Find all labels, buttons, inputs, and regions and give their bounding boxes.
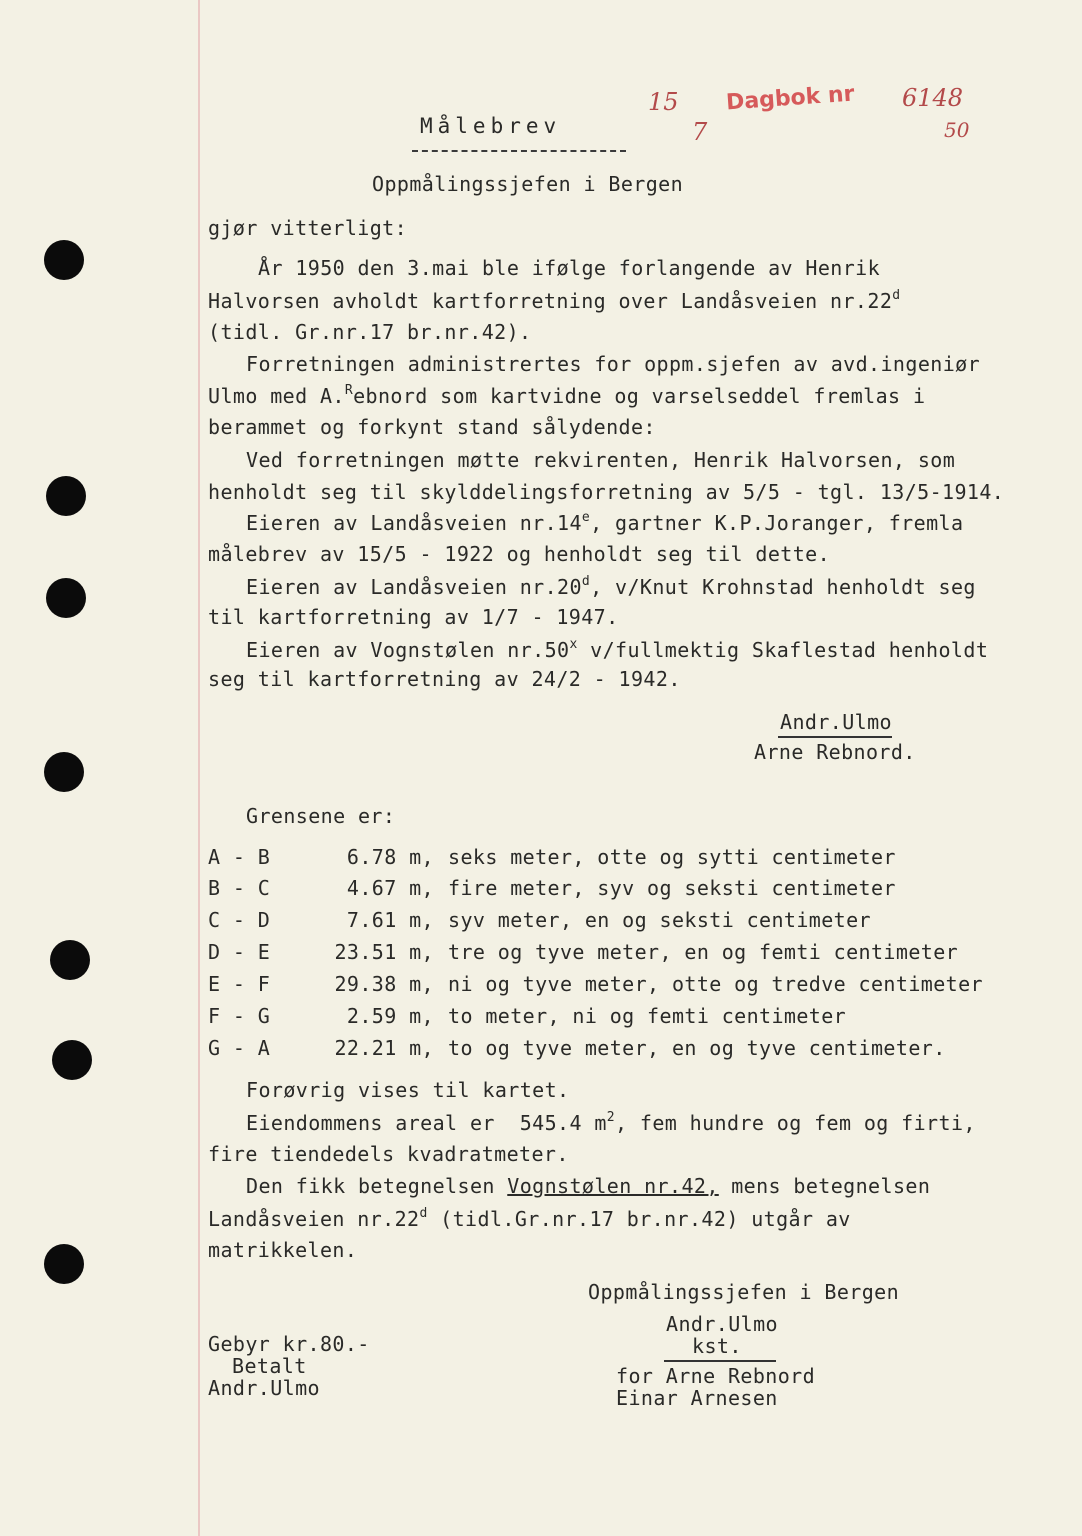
- boundary-length: 29.38 m,: [334, 972, 434, 996]
- signature-name: Andr.Ulmo: [666, 1312, 778, 1336]
- body-line: År 1950 den 3.mai ble ifølge forlangende av Henrik: [258, 256, 881, 280]
- closing-line: fire tiendedels kvadratmeter.: [208, 1142, 569, 1166]
- closing-line: Den fikk betegnelsen Vognstølen nr.42, mens betegnelsen: [246, 1174, 931, 1198]
- intro-text: gjør vitterligt:: [208, 216, 408, 240]
- document-title: Målebrev: [420, 114, 562, 138]
- signature-name: Arne Rebnord.: [754, 740, 916, 764]
- boundary-length: 2.59 m,: [346, 1004, 434, 1028]
- boundary-segment: C - D: [208, 908, 271, 932]
- authority-heading: Oppmålingssjefen i Bergen: [372, 172, 684, 196]
- signature-name: Einar Arnesen: [616, 1386, 778, 1410]
- punch-hole: [44, 240, 84, 280]
- closing-line: Forøvrig vises til kartet.: [246, 1078, 570, 1102]
- stamp-year: 50: [944, 118, 970, 142]
- boundary-segment: D - E: [208, 940, 271, 964]
- punch-hole: [52, 1040, 92, 1080]
- stamp-date-month: 7: [692, 118, 708, 146]
- body-line: Eieren av Vognstølen nr.50$^x$ v/fullmektig Skaflestad henholdt: [246, 637, 989, 662]
- boundaries-heading: Grensene er:: [246, 804, 396, 828]
- body-line: henholdt seg til skylddelingsforretning av 5/5 - tgl. 13/5-1914.: [208, 480, 1005, 504]
- boundary-length: 4.67 m,: [346, 876, 434, 900]
- signature-authority: Oppmålingssjefen i Bergen: [588, 1280, 900, 1304]
- boundary-words: fire meter, syv og seksti centimeter: [448, 876, 896, 900]
- stamp-label: Dagbok nr: [725, 81, 856, 116]
- body-line: Ulmo med A.$^R$ebnord som kartvidne og varselseddel fremlas i: [208, 383, 926, 408]
- punch-hole: [46, 578, 86, 618]
- boundary-segment: F - G: [208, 1004, 271, 1028]
- body-line: Eieren av Landåsveien nr.14e, gartner K.P.Joranger, fremla: [246, 510, 964, 535]
- boundary-segment: A - B: [208, 845, 271, 869]
- body-line: Eieren av Landåsveien nr.20$^d$, v/Knut Krohnstad henholdt seg: [246, 574, 976, 599]
- body-line: (tidl. Gr.nr.17 br.nr.42).: [208, 320, 532, 344]
- body-line: Ved forretningen møtte rekvirenten, Henrik Halvorsen, som: [246, 448, 956, 472]
- boundary-words: syv meter, en og seksti centimeter: [448, 908, 871, 932]
- boundary-length: 22.21 m,: [334, 1036, 434, 1060]
- fee-line: Betalt: [232, 1354, 307, 1378]
- closing-line: Landåsveien nr.22$^d$ (tidl.Gr.nr.17 br.nr.42) utgår av: [208, 1206, 851, 1231]
- body-line: berammet og forkynt stand sålydende:: [208, 415, 656, 439]
- boundary-words: to meter, ni og femti centimeter: [448, 1004, 847, 1028]
- stamp-date-day: 15: [648, 88, 679, 116]
- boundary-words: tre og tyve meter, en og femti centimeter: [448, 940, 959, 964]
- boundary-segment: E - F: [208, 972, 271, 996]
- boundary-length: 7.61 m,: [346, 908, 434, 932]
- punch-hole: [44, 752, 84, 792]
- body-line: Forretningen administrertes for oppm.sjefen av avd.ingeniør: [246, 352, 981, 376]
- boundary-words: ni og tyve meter, otte og tredve centimeter: [448, 972, 983, 996]
- closing-line: Eiendommens areal er 545.4 $m^2$, fem hundre og fem og firti,: [246, 1110, 976, 1135]
- closing-line: matrikkelen.: [208, 1238, 358, 1262]
- punch-hole: [46, 476, 86, 516]
- boundary-length: 6.78 m,: [346, 845, 434, 869]
- boundary-words: seks meter, otte og sytti centimeter: [448, 845, 896, 869]
- signature-for-line: for Arne Rebnord: [616, 1364, 816, 1388]
- punch-hole: [50, 940, 90, 980]
- title-underline: [412, 150, 626, 152]
- body-line: til kartforretning av 1/7 - 1947.: [208, 605, 619, 629]
- boundary-words: to og tyve meter, en og tyve centimeter.: [448, 1036, 946, 1060]
- signature-underline: [664, 1360, 776, 1362]
- boundary-segment: G - A: [208, 1036, 271, 1060]
- boundary-length: 23.51 m,: [334, 940, 434, 964]
- signature-name: Andr.Ulmo: [780, 710, 892, 734]
- margin-line: [198, 0, 200, 1536]
- punch-hole: [44, 1244, 84, 1284]
- body-line: Halvorsen avholdt kartforretning over Landåsveien nr.22$^d$: [208, 288, 901, 313]
- stamp-number: 6148: [902, 84, 964, 112]
- body-line: målebrev av 15/5 - 1922 og henholdt seg til dette.: [208, 542, 831, 566]
- body-line: seg til kartforretning av 24/2 - 1942.: [208, 667, 681, 691]
- signature-underline: [778, 736, 892, 738]
- fee-line: Andr.Ulmo: [208, 1376, 320, 1400]
- fee-line: Gebyr kr.80.-: [208, 1332, 370, 1356]
- boundary-segment: B - C: [208, 876, 271, 900]
- signature-kst: kst.: [692, 1334, 742, 1358]
